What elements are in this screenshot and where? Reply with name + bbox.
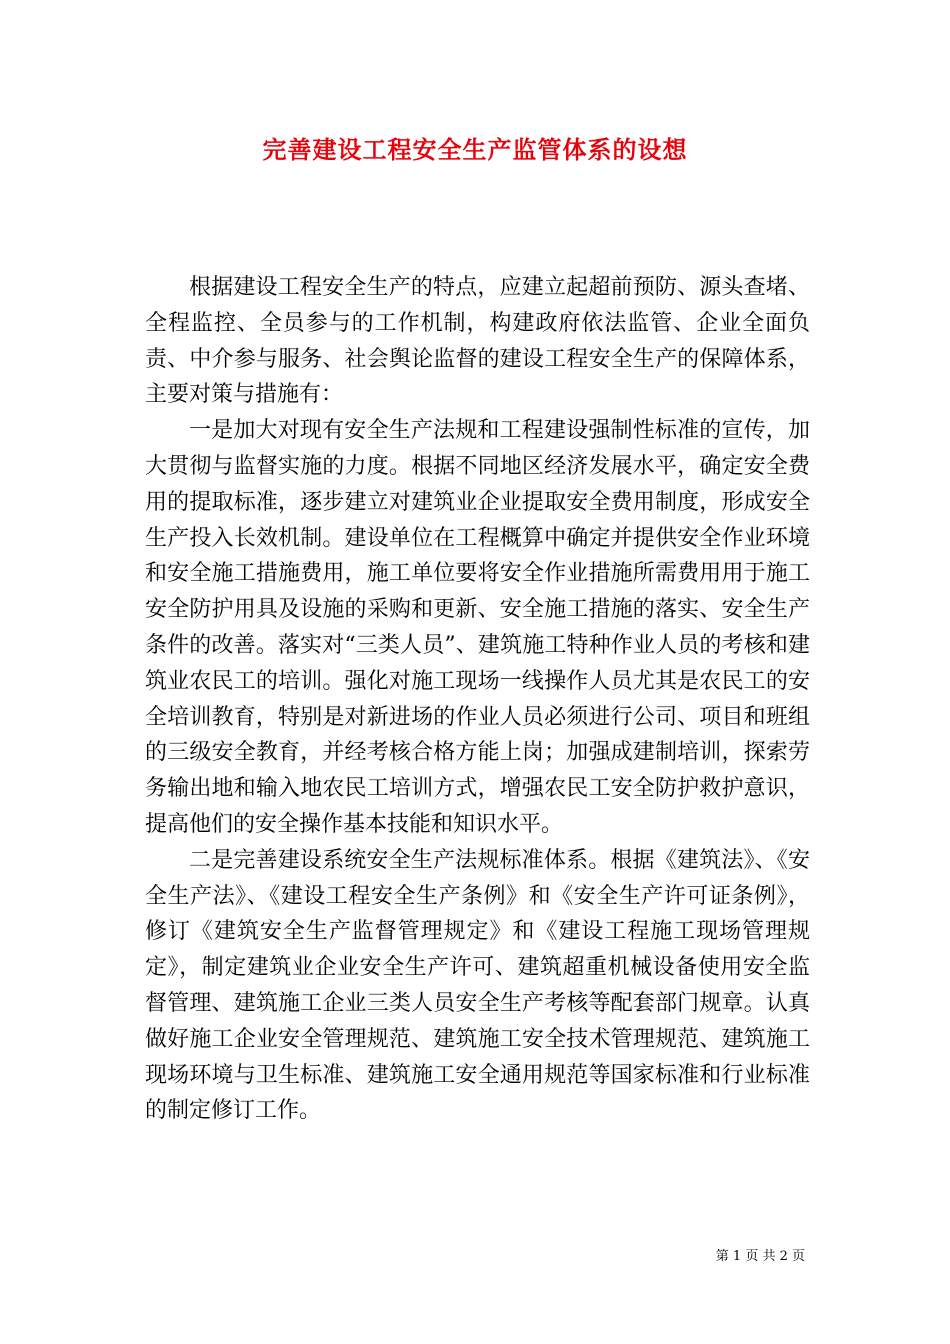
paragraph-one: 一是加大对现有安全生产法规和工程建设强制性标准的宣传，加大贯彻与监督实施的力度。根据不同地区经济发展水平，确定安全费用的提取标准，逐步建立对建筑业企业提取安全费用制度，形成安全生产投入长效机制。建设单位在工程概算中确定并提供安全作业环境和安全施工措施费用，施工单位要将安全作业措施所需费用用于施工安全防护用具及设施的采购和更新、安全施工措施的落实、安全生产条件的改善。落实对“三类人员”、建筑施工特种作业人员的考核和建筑业农民工的培训。强化对施工现场一线操作人员尤其是农民工的安全培训教育，特别是对新进场的作业人员必须进行公司、项目和班组的三级安全教育，并经考核合格方能上岗；加强成建制培训，探索劳务输出地和输入地农民工培训方式，增强农民工安全防护救护意识，提高他们的安全操作基本技能和知识水平。 [145,418,810,837]
paragraph-intro: 根据建设工程安全生产的特点，应建立起超前预防、源头查堵、全程监控、全员参与的工作机制，构建政府依法监管、企业全面负责、中介参与服务、社会舆论监督的建设工程安全生产的保障体系，主要对策与措施有： [145,275,810,408]
paragraph-two: 二是完善建设系统安全生产法规标准体系。根据《建筑法》、《安全生产法》、《建设工程安全生产条例》和《安全生产许可证条例》，修订《建筑安全生产监督管理规定》和《建设工程施工现场管理规定》，制定建筑业企业安全生产许可、建筑超重机械设备使用安全监督管理、建筑施工企业三类人员安全生产考核等配套部门规章。认真做好施工企业安全管理规范、建筑施工安全技术管理规范、建筑施工现场环境与卫生标准、建筑施工安全通用规范等国家标准和行业标准的制定修订工作。 [145,847,810,1124]
page-number: 第 1 页 共 2 页 [715,1249,805,1264]
document-body [145,270,810,1129]
document-title: 完善建设工程安全生产监管体系的设想 [262,135,688,164]
